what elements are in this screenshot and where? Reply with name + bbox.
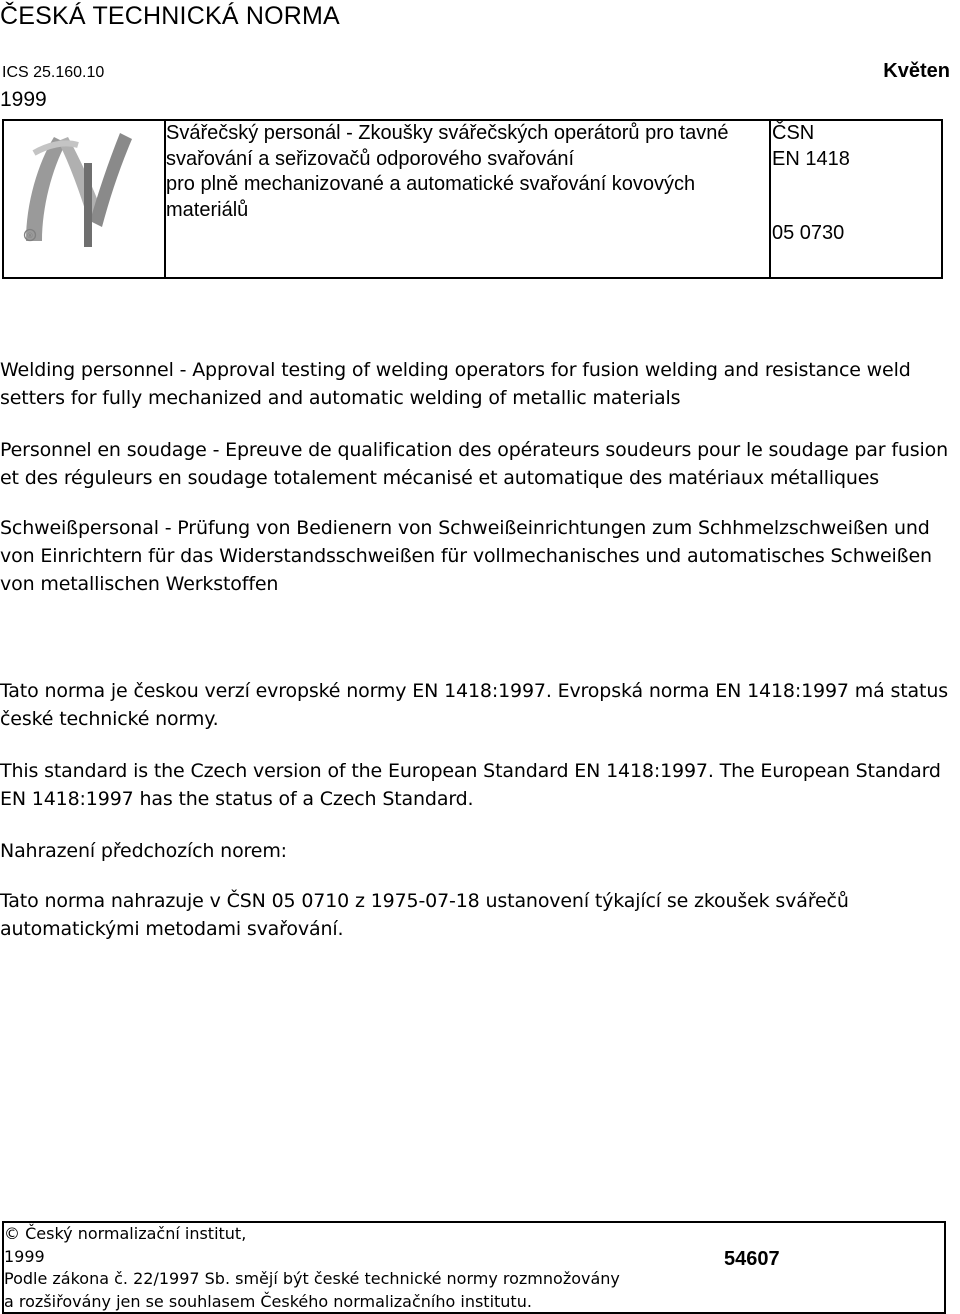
catalog-number: 54607	[724, 1248, 780, 1270]
publication-year: 1999	[0, 88, 47, 111]
legal-line: Podle zákona č. 22/1997 Sb. smějí být české technické normy rozmnožovány	[4, 1269, 620, 1288]
replacement-heading: Nahrazení předchozích norem:	[0, 840, 287, 862]
czech-title-line: svařování a seřizovačů odporového svařování	[166, 147, 575, 170]
footer-legal	[4, 1223, 704, 1313]
publication-month: Květen	[883, 60, 950, 82]
french-title: Personnel en soudage - Epreuve de qualification des opérateurs soudeurs pour le soudage par fusion et des réguleurs en soudage totalement mécanisé et automatique des matériaux métalliques	[0, 439, 949, 489]
title-box-divider-right	[769, 121, 771, 277]
csn-label: ČSN	[772, 122, 815, 144]
en-code: EN 1418	[772, 147, 850, 170]
copyright-line: © Český normalizační institut,	[4, 1224, 247, 1243]
czech-title-line: materiálů	[166, 198, 249, 221]
czech-version-note: Tato norma je českou verzí evropské normy EN 1418:1997. Evropská norma EN 1418:1997 má status české technické normy.	[0, 680, 948, 730]
english-title: Welding personnel - Approval testing of welding operators for fusion welding and resistance weld setters for fully mechanized and automatic welding of metallic materials	[0, 359, 911, 409]
copyright-year: 1999	[4, 1246, 45, 1266]
czech-title	[166, 121, 766, 223]
legal-line: a rozšiřovány jen se souhlasem Českého normalizačního institutu.	[4, 1291, 532, 1311]
english-version-note: This standard is the Czech version of the European Standard EN 1418:1997. The European Standard EN 1418:1997 has the status of a Czech Standard.	[0, 760, 941, 810]
standard-designation	[772, 121, 850, 172]
title-box	[2, 119, 943, 279]
czech-title-line: Svářečský personál - Zkoušky svářečských operátorů pro tavné	[166, 122, 729, 144]
czech-title-line: pro plně mechanizované a automatické svařování kovových	[166, 173, 696, 195]
classification-number: 05 0730	[772, 222, 845, 244]
csn-logo-icon	[8, 123, 158, 253]
replacement-text: Tato norma nahrazuje v ČSN 05 0710 z 1975-07-18 ustanovení týkající se zkoušek svářečů automatickými metodami svařování.	[0, 890, 849, 940]
ics-code: ICS 25.160.10	[2, 64, 105, 81]
document-type-title: ČESKÁ TECHNICKÁ NORMA	[0, 2, 340, 30]
footer-box	[2, 1221, 946, 1314]
svg-text:®: ®	[26, 232, 34, 240]
german-title: Schweißpersonal - Prüfung von Bedienern von Schweißeinrichtungen zum Schhmelzschweißen und von Einrichtern für das Widerstandsschweißen für vollmechanisches und automatisches Schweißen von metallischen Werkstoffen	[0, 517, 932, 595]
